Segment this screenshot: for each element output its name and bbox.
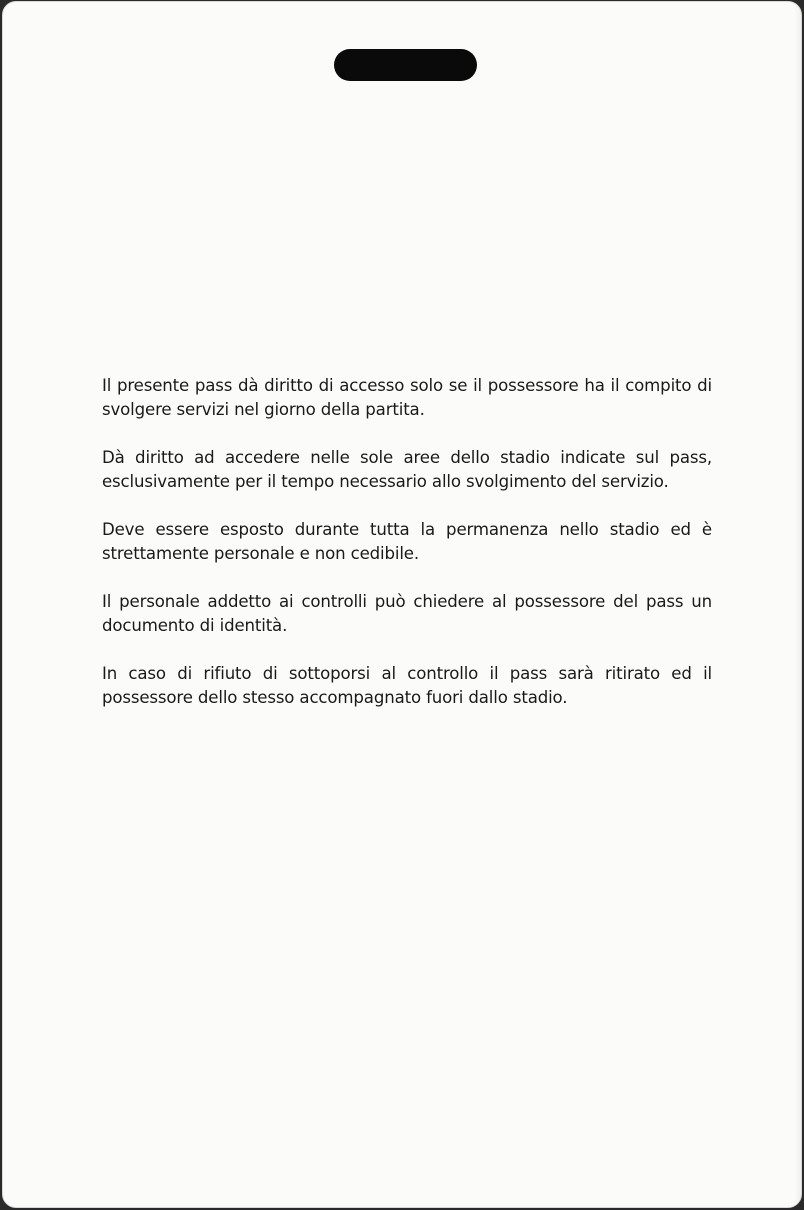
card-edge-shading bbox=[795, 2, 801, 1207]
condition-paragraph-1: Il presente pass dà diritto di accesso solo se il possessore ha il compito di svolgere servizi nel giorno della partita. bbox=[102, 376, 712, 419]
condition-paragraph-2: Dà diritto ad accedere nelle sole aree dello stadio indicate sul pass, esclusivamente per il tempo necessario allo svolgimento del servizio. bbox=[102, 448, 712, 491]
pass-conditions-text bbox=[102, 374, 712, 734]
lanyard-slot bbox=[334, 49, 477, 81]
condition-paragraph-5: In caso di rifiuto di sottoporsi al controllo il pass sarà ritirato ed il possessore dello stesso accompagnato fuori dallo stadio. bbox=[102, 664, 712, 707]
condition-paragraph-3: Deve essere esposto durante tutta la permanenza nello stadio ed è strettamente personale e non cedibile. bbox=[102, 520, 712, 563]
condition-paragraph-4: Il personale addetto ai controlli può chiedere al possessore del pass un documento di identità. bbox=[102, 592, 712, 635]
pass-card-back bbox=[2, 1, 802, 1208]
